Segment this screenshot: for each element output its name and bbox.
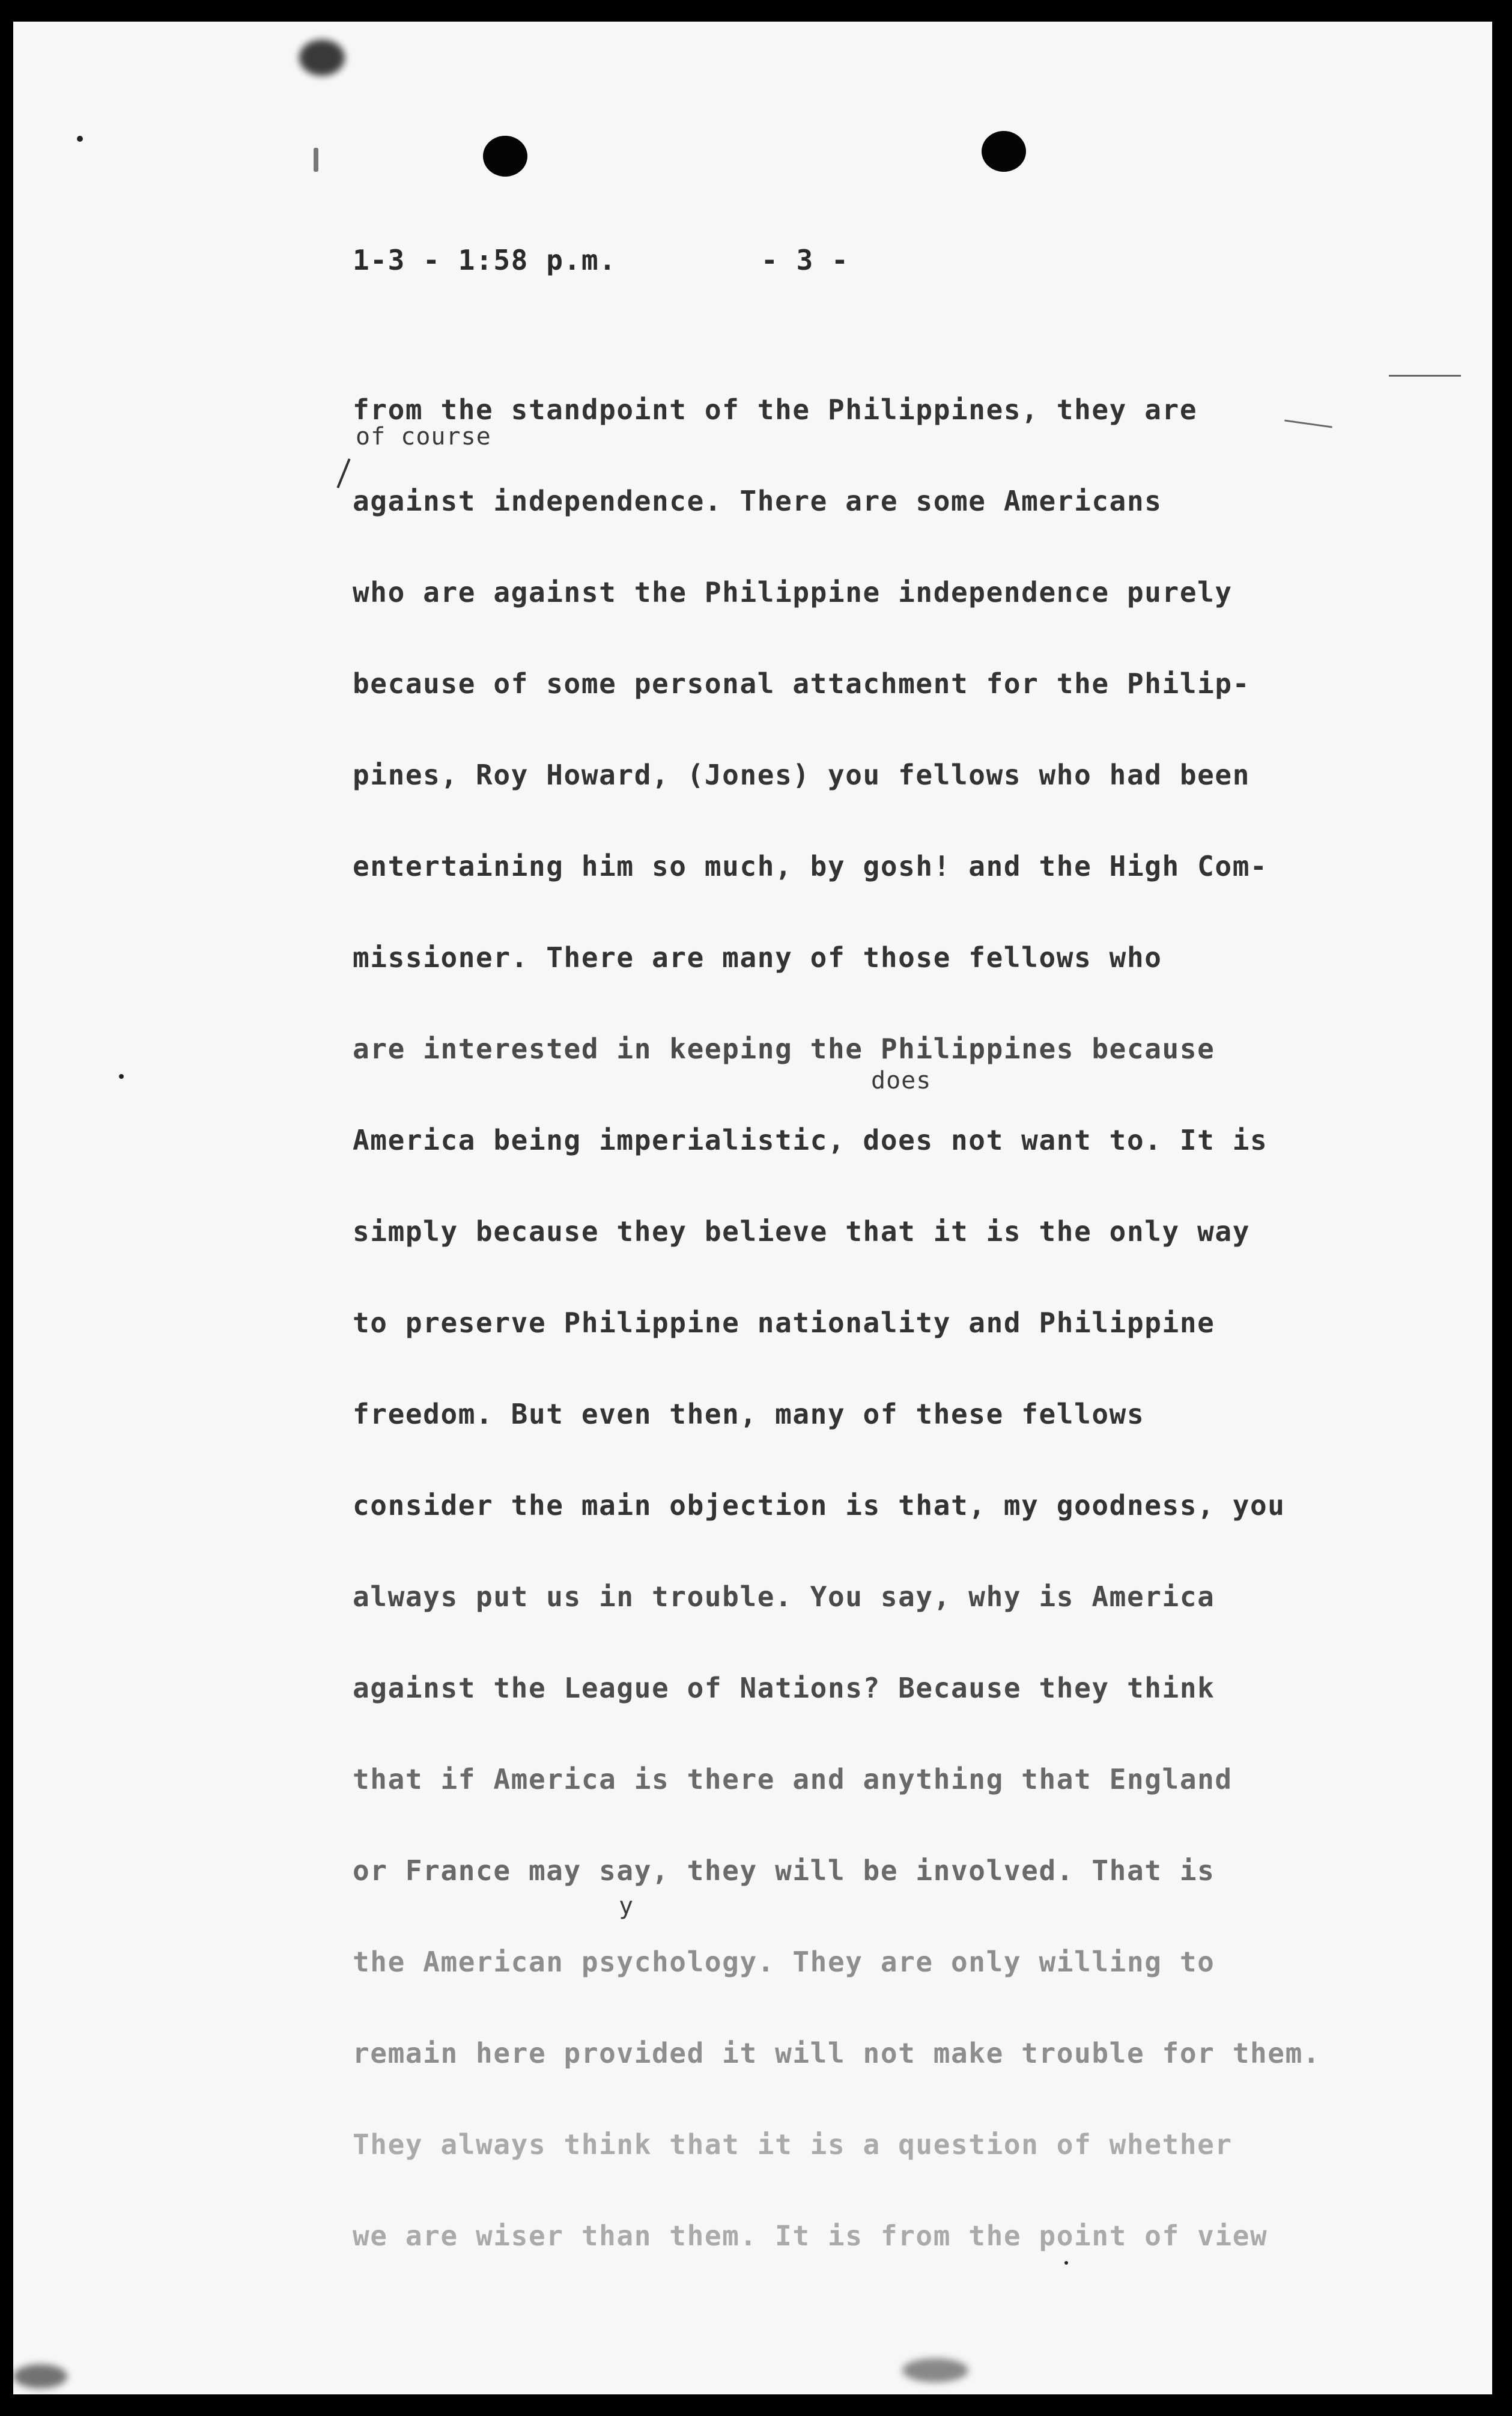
interlinear-insert-does: does — [871, 1067, 932, 1094]
text-line: to preserve Philippine nationality and Philippine — [353, 1307, 1215, 1339]
insertion-mark — [336, 458, 350, 488]
text-line: They always think that it is a question of whether — [353, 2128, 1233, 2161]
ink-smudge — [902, 2358, 968, 2382]
punch-hole-right — [982, 131, 1026, 172]
text-line: the American psychology. They are only willing to — [353, 1946, 1215, 1978]
text-line: consider the main objection is that, my goodness, you — [353, 1489, 1286, 1522]
speck — [119, 1074, 124, 1079]
text-line: simply because they believe that it is the only way — [353, 1215, 1251, 1248]
text-line: who are against the Philippine independence purely — [353, 576, 1233, 609]
interlinear-insert-course: of course — [356, 423, 491, 451]
ink-smudge — [299, 40, 345, 76]
ink-smudge — [13, 2364, 67, 2388]
text-line: freedom. But even then, many of these fellows — [353, 1398, 1145, 1430]
text-line: against independence. There are some Americans — [353, 485, 1162, 517]
speck — [77, 136, 83, 142]
text-line: entertaining him so much, by gosh! and the High Com- — [353, 850, 1268, 882]
text-line: always put us in trouble. You say, why is America — [353, 1580, 1215, 1613]
text-line: that if America is there and anything that England — [353, 1763, 1233, 1795]
text-line: pines, Roy Howard, (Jones) you fellows who had been — [353, 759, 1251, 791]
text-line: we are wiser than them. It is from the point of view — [353, 2220, 1268, 2252]
punch-hole-left — [483, 136, 527, 177]
margin-mark — [1389, 375, 1461, 377]
speck — [314, 148, 318, 172]
text-line: from the standpoint of the Philippines, they are — [353, 393, 1198, 426]
text-line: or France may say, they will be involved. That is — [353, 1854, 1215, 1887]
document-page — [13, 22, 1492, 2394]
text-line: are interested in keeping the Philippines because — [353, 1033, 1215, 1065]
text-line: remain here provided it will not make trouble for them. — [353, 2037, 1321, 2069]
text-line: America being imperialistic, does not want to. It is — [353, 1124, 1268, 1156]
typed-body — [353, 364, 1320, 2281]
text-line: against the League of Nations? Because they think — [353, 1672, 1215, 1704]
text-line: missioner. There are many of those fellows who — [353, 941, 1162, 974]
header-page-number: - 3 - — [761, 244, 849, 276]
text-line: because of some personal attachment for the Philip- — [353, 667, 1251, 700]
interlinear-insert-y: y — [619, 1892, 634, 1920]
header-date-time: 1-3 - 1:58 p.m. — [353, 244, 617, 276]
